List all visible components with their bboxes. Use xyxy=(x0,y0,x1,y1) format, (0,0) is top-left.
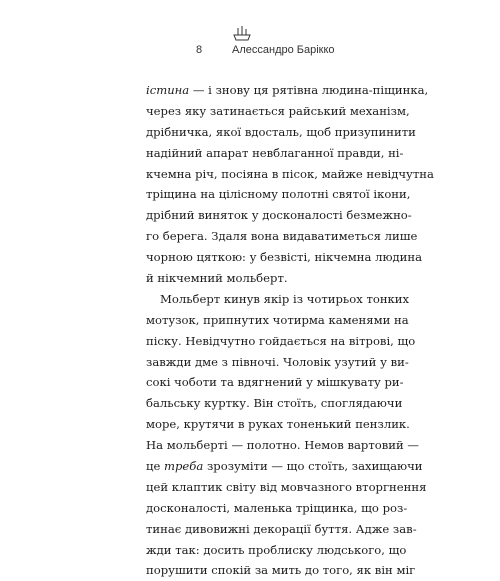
text-segment: Мольберт кинув якір із чотирьох тонких xyxy=(160,291,410,306)
publisher-emblem-icon xyxy=(232,25,252,41)
text-line xyxy=(146,435,419,456)
text-line xyxy=(146,101,410,122)
text-line xyxy=(146,205,412,226)
text-line xyxy=(146,268,372,289)
text-segment: — і знову ця рятівна людина-піщинка, xyxy=(189,83,429,97)
text-segment: море, крутячи в руках тоненький пензлик. xyxy=(146,417,410,432)
text-segment: це xyxy=(146,459,165,474)
text-line xyxy=(146,247,423,268)
text-line xyxy=(146,414,410,435)
text-line xyxy=(146,498,408,519)
text-line xyxy=(146,519,417,540)
text-segment: надійний апарат невблаганної правди, ні- xyxy=(146,145,404,160)
text-segment: мотузок, припнутих чотирма каменями на xyxy=(146,312,409,327)
text-segment: чорною цяткою: у безвісті, нікчемна людина xyxy=(146,250,423,265)
text-line xyxy=(146,80,429,101)
italic-word: істина xyxy=(146,83,190,97)
text-line xyxy=(146,456,423,477)
text-line xyxy=(146,540,407,561)
text-segment: бальську куртку. Він стоїть, споглядаючи xyxy=(146,396,403,411)
text-segment: жди так: досить проблиску людського, що xyxy=(146,542,407,557)
text-segment: завжди дме з півночі. Чоловік узутий у ви- xyxy=(146,354,409,369)
text-segment: порушити спокій за мить до того, як він міг xyxy=(146,563,416,578)
text-line xyxy=(146,226,418,247)
text-segment: кчемна річ, посіяна в пісок, майже невідчутна xyxy=(146,166,434,181)
text-line xyxy=(146,184,411,205)
italic-word: треба xyxy=(164,459,204,474)
text-line xyxy=(146,393,403,414)
body-text xyxy=(146,80,434,581)
text-segment: через яку затинається райський механізм, xyxy=(146,103,410,118)
text-line xyxy=(146,477,427,498)
text-segment: зрозуміти — що стоїть, захищаючи xyxy=(203,459,423,474)
text-line xyxy=(146,372,404,393)
text-segment: го берега. Здаля вона видаватиметься лише xyxy=(146,229,418,244)
text-line xyxy=(146,143,404,164)
page-header xyxy=(0,0,500,70)
text-line xyxy=(146,310,409,331)
text-line xyxy=(146,164,434,185)
text-line xyxy=(146,560,416,581)
text-segment: тинає дивовижні декорації буття. Адже зав- xyxy=(146,521,417,536)
text-segment: досконалості, маленька тріщинка, що роз- xyxy=(146,500,408,515)
text-segment: цей клаптик світу від мовчазного вторгнення xyxy=(146,479,427,494)
text-segment: сокі чоботи та вдягнений у мішкувату ри- xyxy=(146,375,404,390)
text-segment: й нікчемний мольберт. xyxy=(146,271,288,286)
text-segment: тріщина на цілісному полотні святої ікони, xyxy=(146,187,411,202)
text-line xyxy=(146,352,409,373)
running-head-author: Алессандро Барікко xyxy=(232,44,335,56)
text-line xyxy=(146,289,410,310)
text-segment: На мольберті — полотно. Немов вартовий — xyxy=(146,438,419,453)
text-segment: дрібничка, якої вдосталь, щоб призупинити xyxy=(146,124,416,139)
text-line xyxy=(146,331,416,352)
text-segment: піску. Невідчутно гойдається на вітрові, що xyxy=(146,333,416,348)
text-line xyxy=(146,122,416,143)
page-number: 8 xyxy=(196,44,203,56)
text-segment: дрібний виняток у досконалості безмежно- xyxy=(146,208,412,223)
